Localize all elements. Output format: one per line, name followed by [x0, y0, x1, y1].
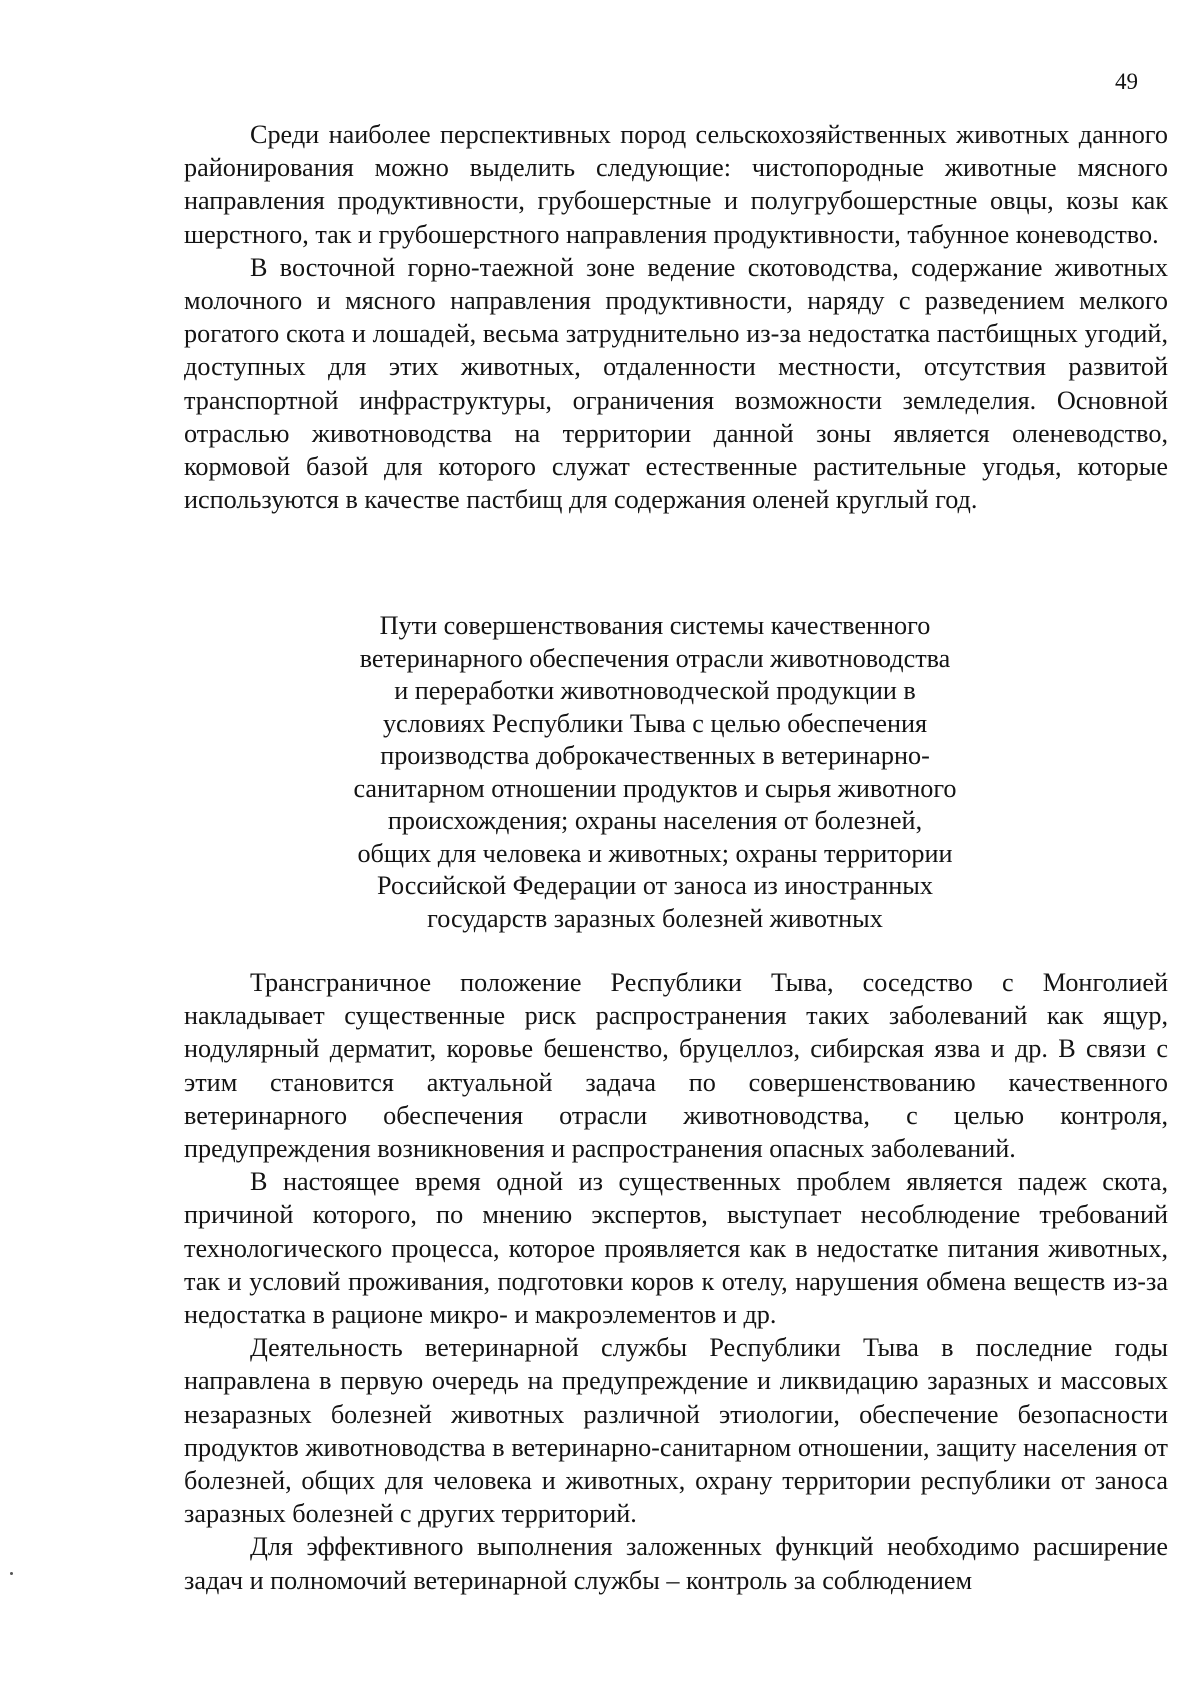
paragraph-livestock-loss: В настоящее время одной из существенных проблем является падеж скота, причиной которого, по мнению экспертов, выступает несоблюдение требований технологического процесса, которое проявляется как в недостатке питания животных, так и условий проживания, подготовки коров к отелу, нарушения обмена веществ из-за недостатка в рационе микро- и макроэлементов и др.	[184, 1167, 1168, 1330]
heading-line: Российской Федерации от заноса из иностранных	[377, 871, 933, 900]
heading-line: Пути совершенствования системы качественного	[379, 611, 931, 640]
paragraph-eastern-zone: В восточной горно-таежной зоне ведение скотоводства, содержание животных молочного и мясного направления продуктивности, наряду с разведением мелкого рогатого скота и лошадей, весьма затруднительно из-за недостатка пастбищных угодий, доступных для этих животных, отдаленности местности, отсутствия развитой транспортной инфраструктуры, ограничения возможности земледелия. Основной отраслью животноводства на территории данной зоны является оленеводство, кормовой базой для которого служат естественные растительные угодья, которые используются в качестве пастбищ для содержания оленей круглый год.	[184, 252, 1168, 515]
scan-speck	[10, 1572, 13, 1575]
heading-line: государств заразных болезней животных	[427, 903, 883, 933]
page-number: 49	[1115, 69, 1138, 94]
heading-line: ветеринарного обеспечения отрасли животноводства	[359, 643, 951, 673]
section-heading	[0, 610, 1200, 935]
paragraph-border-position: Трансграничное положение Республики Тыва, соседство с Монголией накладывает существенные риск распространения таких заболеваний как ящур, нодулярный дерматит, коровье бешенство, бруцеллоз, сибирская язва и др. В связи с этим становится актуальной задача по совершенствованию качественного ветеринарного обеспечения отрасли животноводства, с целью контроля, предупреждения возникновения и распространения опасных заболеваний.	[184, 968, 1168, 1164]
heading-line: производства доброкачественных в ветеринарно-	[380, 741, 930, 770]
top-text-block	[184, 118, 1168, 516]
heading-line: общих для человека и животных; охраны территории	[357, 838, 953, 868]
paragraph-breeds: Среди наиболее перспективных пород сельскохозяйственных животных данного районирования можно выделить следующие: чистопородные животные мясного направления продуктивности, грубошерстные и полугрубошерстные овцы, козы как шерстного, так и грубошерстного направления продуктивности, табунное коневодство.	[184, 120, 1168, 249]
heading-line: условиях Республики Тыва с целью обеспечения	[382, 708, 928, 738]
bottom-text-block	[184, 966, 1168, 1597]
heading-line: и переработки животноводческой продукции в	[394, 676, 916, 705]
paragraph-vet-service: Деятельность ветеринарной службы Республики Тыва в последние годы направлена в первую очередь на предупреждение и ликвидацию заразных и массовых незаразных болезней животных различной этиологии, обеспечение безопасности продуктов животноводства в ветеринарно-санитарном отношении, защиту населения от болезней, общих для человека и животных, охрану территории республики от заноса заразных болезней с других территорий.	[184, 1333, 1168, 1529]
heading-line: санитарном отношении продуктов и сырья животного	[353, 773, 957, 803]
heading-line: происхождения; охраны населения от болезней,	[387, 806, 923, 835]
paragraph-functions: Для эффективного выполнения заложенных функций необходимо расширение задач и полномочий ветеринарной службы – контроль за соблюдением	[184, 1532, 1168, 1595]
